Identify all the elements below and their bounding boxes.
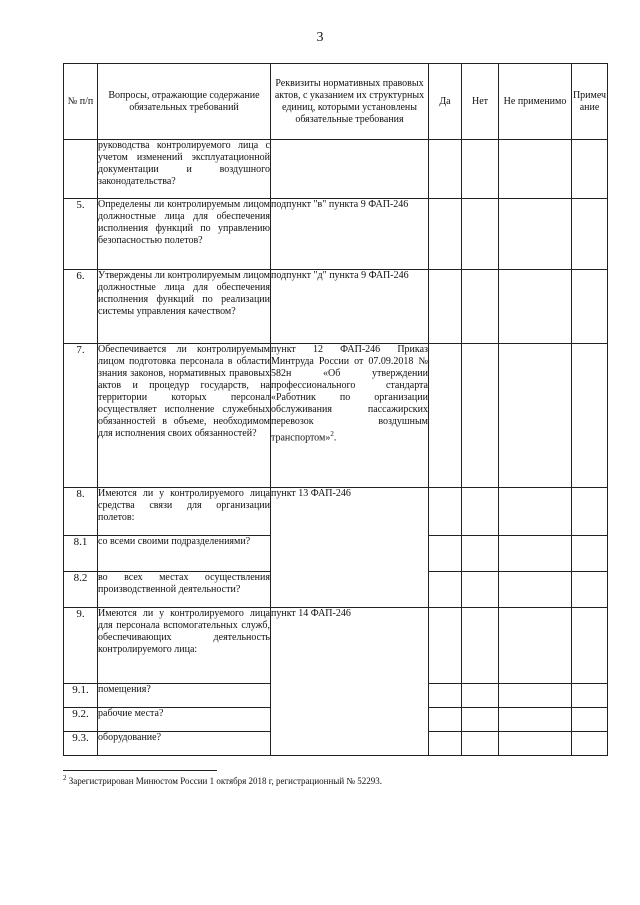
- footnote-ref: 2: [330, 430, 334, 438]
- no-cell[interactable]: [462, 732, 499, 756]
- page-number: 3: [316, 30, 324, 45]
- table-row: [64, 344, 608, 488]
- yes-cell[interactable]: [429, 572, 462, 608]
- row-number: 9.3.: [64, 732, 98, 756]
- table-row: [64, 608, 608, 684]
- row-question: Утверждены ли контролируемым лицом должностные лица для обеспечения исполнения функций по реализации системы управления качеством?: [98, 270, 271, 344]
- yes-cell[interactable]: [429, 270, 462, 344]
- not-applicable-cell[interactable]: [499, 140, 572, 199]
- no-cell[interactable]: [462, 270, 499, 344]
- row-question: помещения?: [98, 684, 271, 708]
- table-row: [64, 270, 608, 344]
- note-cell[interactable]: [572, 199, 608, 270]
- row-number: 9.: [64, 608, 98, 684]
- row-reference: пункт 13 ФАП-246: [271, 488, 429, 608]
- footnote-divider: [63, 770, 217, 771]
- row-question: оборудование?: [98, 732, 271, 756]
- row-reference: пункт 12 ФАП-246 Приказ Минтруда России от 07.09.2018 № 582н «Об утверждении профессионального стандарта «Работник по организации обслуживания пассажирских перевозок воздушным транспортом»$^2$.: [271, 344, 429, 488]
- row-reference: подпункт "в" пункта 9 ФАП-246: [271, 199, 429, 270]
- row-question: Имеются ли у контролируемого лица средства связи для организации полетов:: [98, 488, 271, 536]
- header-note: Примечание: [572, 64, 608, 140]
- no-cell[interactable]: [462, 140, 499, 199]
- not-applicable-cell[interactable]: [499, 488, 572, 536]
- yes-cell[interactable]: [429, 684, 462, 708]
- footnote-text: Зарегистрирован Минюстом России 1 октября 2018 г, регистрационный № 52293.: [68, 776, 382, 786]
- note-cell[interactable]: [572, 708, 608, 732]
- header-num: № п/п: [64, 64, 98, 140]
- header-no: Нет: [462, 64, 499, 140]
- row-question: руководства контролируемого лица с учетом изменений эксплуатационной документации и воздушного законодательства?: [98, 140, 271, 199]
- no-cell[interactable]: [462, 684, 499, 708]
- note-cell[interactable]: [572, 536, 608, 572]
- row-reference: пункт 14 ФАП-246: [271, 608, 429, 756]
- row-question: рабочие места?: [98, 708, 271, 732]
- note-cell[interactable]: [572, 344, 608, 488]
- yes-cell[interactable]: [429, 708, 462, 732]
- row-number: 8.1: [64, 536, 98, 572]
- not-applicable-cell[interactable]: [499, 708, 572, 732]
- row-number: 6.: [64, 270, 98, 344]
- not-applicable-cell[interactable]: [499, 199, 572, 270]
- footnote: [63, 774, 382, 786]
- not-applicable-cell[interactable]: [499, 536, 572, 572]
- reference-text: пункт 12 ФАП-246 Приказ Минтруда России от 07.09.2018 № 582н «Об утверждении профессионального стандарта «Работник по организации обслуживания пассажирских перевозок воздушным транспортом»: [271, 344, 428, 444]
- row-question: Имеются ли у контролируемого лица для персонала вспомогательных служб, обеспечивающих деятельность контролируемого лица:: [98, 608, 271, 684]
- yes-cell[interactable]: [429, 732, 462, 756]
- yes-cell[interactable]: [429, 488, 462, 536]
- no-cell[interactable]: [462, 536, 499, 572]
- checklist-table: [63, 63, 608, 756]
- row-number: 7.: [64, 344, 98, 488]
- row-reference: [271, 140, 429, 199]
- no-cell[interactable]: [462, 572, 499, 608]
- note-cell[interactable]: [572, 608, 608, 684]
- row-number: 9.2.: [64, 708, 98, 732]
- table-row: [64, 199, 608, 270]
- not-applicable-cell[interactable]: [499, 270, 572, 344]
- yes-cell[interactable]: [429, 199, 462, 270]
- row-number: 5.: [64, 199, 98, 270]
- not-applicable-cell[interactable]: [499, 732, 572, 756]
- row-question: Определены ли контролируемым лицом должностные лица для обеспечения исполнения функций по управлению безопасностью полетов?: [98, 199, 271, 270]
- yes-cell[interactable]: [429, 344, 462, 488]
- note-cell[interactable]: [572, 488, 608, 536]
- header-question: Вопросы, отражающие содержание обязательных требований: [98, 64, 271, 140]
- not-applicable-cell[interactable]: [499, 572, 572, 608]
- yes-cell[interactable]: [429, 536, 462, 572]
- table-header-row: [64, 64, 608, 140]
- table-row: [64, 140, 608, 199]
- note-cell[interactable]: [572, 684, 608, 708]
- row-number: 8.2: [64, 572, 98, 608]
- yes-cell[interactable]: [429, 140, 462, 199]
- header-yes: Да: [429, 64, 462, 140]
- footnote-mark: 2: [63, 774, 67, 782]
- no-cell[interactable]: [462, 708, 499, 732]
- note-cell[interactable]: [572, 140, 608, 199]
- table-row: [64, 488, 608, 536]
- note-cell[interactable]: [572, 572, 608, 608]
- row-question: со всеми своими подразделениями?: [98, 536, 271, 572]
- header-reference: Реквизиты нормативных правовых актов, с указанием их структурных единиц, которыми установлены обязательные требования: [271, 64, 429, 140]
- no-cell[interactable]: [462, 199, 499, 270]
- not-applicable-cell[interactable]: [499, 608, 572, 684]
- note-cell[interactable]: [572, 270, 608, 344]
- row-number: 8.: [64, 488, 98, 536]
- row-reference: подпункт "д" пункта 9 ФАП-246: [271, 270, 429, 344]
- row-number: 9.1.: [64, 684, 98, 708]
- no-cell[interactable]: [462, 608, 499, 684]
- row-number: [64, 140, 98, 199]
- header-not-applicable: Не применимо: [499, 64, 572, 140]
- note-cell[interactable]: [572, 732, 608, 756]
- not-applicable-cell[interactable]: [499, 684, 572, 708]
- not-applicable-cell[interactable]: [499, 344, 572, 488]
- row-question: во всех местах осуществления производственной деятельности?: [98, 572, 271, 608]
- row-question: Обеспечивается ли контролируемым лицом подготовка персонала в области знания законов, нормативных правовых актов и процедур государств, на территории которых персонал осуществляет исполнение служебных обязанностей в объеме, необходимом для исполнения своих обязанностей?: [98, 344, 271, 488]
- yes-cell[interactable]: [429, 608, 462, 684]
- no-cell[interactable]: [462, 488, 499, 536]
- no-cell[interactable]: [462, 344, 499, 488]
